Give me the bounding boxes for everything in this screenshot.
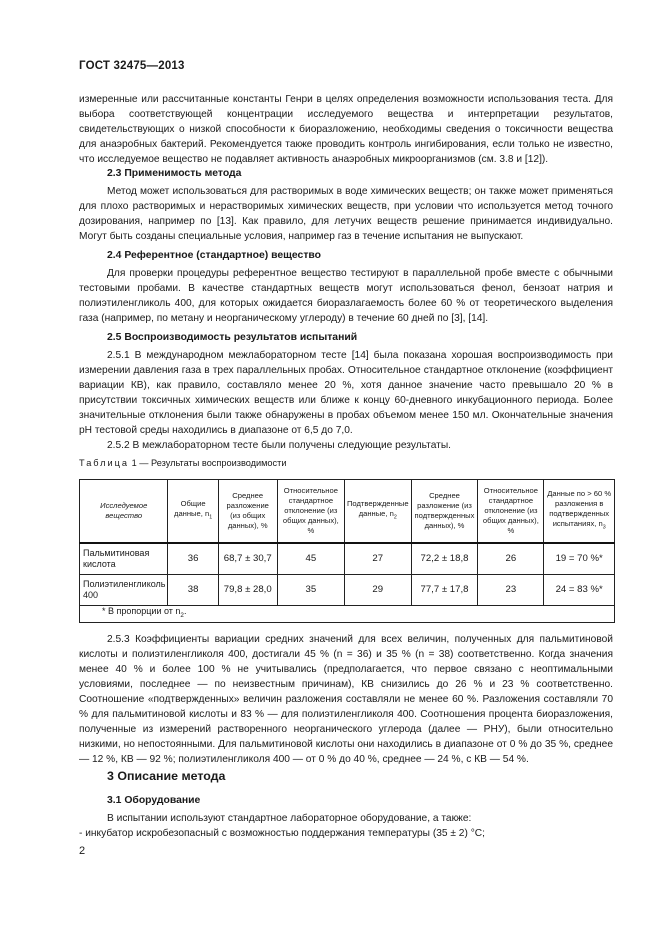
section-2-4-paragraph: Для проверки процедуры референтное вещество тестируют в параллельной пробе вместе с обычными тестовыми пробами. В качестве стандартных веществ могут использоваться фенол, бензоат натрия и полиэтиленгликоль 400, для которых ожидается биоразлагаемость более 60 % от теоретического выделения газа (например, по метану и неорганическому углероду) в течение 60 дней по [3], [14]. bbox=[79, 268, 613, 324]
table-cell: 72,2 ± 18,8 bbox=[411, 543, 478, 575]
section-2-3-paragraph: Метод может использоваться для растворимых в воде химических веществ; он также может применяться для плохо растворимых и нерастворимых химических веществ, при условии что используется метод точного дозирования, например по [13]. Как правило, для летучих веществ решение принимается индивидуально. Могут быть созданы специальные условия, например газ в течение испытания не выпускают. bbox=[79, 186, 613, 242]
table-header-cell: Относительное стандартное отклонение (из общих данных), % bbox=[478, 480, 544, 544]
table-cell: Полиэтиленгликоль 400 bbox=[80, 575, 168, 606]
table-header-cell: Относительное стандартное отклонение (из общих данных), % bbox=[277, 480, 344, 544]
section-3-1-text bbox=[79, 811, 613, 841]
table-cell: 79,8 ± 28,0 bbox=[218, 575, 277, 606]
section-2-4-text bbox=[79, 266, 613, 326]
section-2-5-2-paragraph: 2.5.2 В межлабораторном тесте были получены следующие результаты. bbox=[107, 440, 451, 451]
section-2-5-1-paragraph: 2.5.1 В международном межлабораторном тесте [14] была показана хорошая воспроизводимость при измерении давления газа в трех параллельных пробах. Относительное стандартное отклонение (коэффициент вариации КВ), как правило, составляло менее 20 %, хотя данное значение часто превышало 20 % в присутствии токсичных химических веществ или ближе к концу 60-дневного инкубационного периода. Более значительные отклонения были также обнаружены в пробах объемом менее 150 мл. Окончательные значения pH тестовой среды находились в диапазоне от 6,5 до 7,0. bbox=[79, 350, 613, 436]
section-2-5-3-paragraph: 2.5.3 Коэффициенты вариации средних значений для всех величин, полученных для пальмитиновой кислоты и полиэтиленгликоля 400, достигали 45 % (n = 36) и 35 % (n = 38) соответственно. Когда значения менее 40 % и более 100 % не учитывались (предполагается, что первое связано с неоптимальными условиями, последнее — по неизвестным причинам), КВ снизились до 26 % и 23 % соответственно. Соотношение «подтвержденных» величин разложения составляли не менее 60 %. Разложения составляли 70 % для пальмитиновой кислоты и 83 % — для полиэтиленгликоля 400. Соотношения процента биоразложения, полученные из измерений растворенного неорганического углерода (далее — РНУ), были относительно низкими, но непостоянными. Для пальмитиновой кислоты они находились в диапазоне от 0 % до 35 %, среднее — 12 %, КВ — 92 %; полиэтиленгликоля 400 — от 0 % до 40 %, среднее — 24 %, с КВ — 54 %. bbox=[79, 634, 613, 765]
table-cell: 29 bbox=[344, 575, 411, 606]
table-footnote-row bbox=[80, 606, 615, 623]
table-cell: Пальмитиновая кислота bbox=[80, 543, 168, 575]
table-header-cell: Исследуемое вещество bbox=[80, 480, 168, 544]
table-cell: 26 bbox=[478, 543, 544, 575]
table-header-cell: Среднее разложение (из общих данных), % bbox=[218, 480, 277, 544]
section-2-5-heading: 2.5 Воспроизводимость результатов испытаний bbox=[107, 332, 358, 343]
table-cell: 35 bbox=[277, 575, 344, 606]
table-footnote: * В пропорции от $n_2$. bbox=[80, 606, 615, 623]
section-3-1-heading: 3.1 Оборудование bbox=[107, 795, 201, 806]
section-3-heading: 3 Описание метода bbox=[107, 769, 226, 783]
section-2-3-heading: 2.3 Применимость метода bbox=[107, 168, 242, 179]
section-2-3-text bbox=[79, 184, 613, 244]
table-cell: 45 bbox=[277, 543, 344, 575]
page-number: 2 bbox=[79, 845, 86, 857]
table-header-cell: Среднее разложение (из подтвержденных данных), % bbox=[411, 480, 478, 544]
intro-text bbox=[79, 92, 613, 167]
table-header-cell: Подтвержденные данные, $n_2$ bbox=[344, 480, 411, 544]
table-caption bbox=[79, 458, 286, 468]
table-row bbox=[80, 543, 615, 575]
table-cell: 77,7 ± 17,8 bbox=[411, 575, 478, 606]
table-cell: 24 = 83 %* bbox=[544, 575, 615, 606]
table-cell: 38 bbox=[168, 575, 218, 606]
table-caption-word: Таблица bbox=[79, 458, 130, 468]
table-header-cell: Общие данные, $n_1$ bbox=[168, 480, 218, 544]
section-3-1-paragraph: В испытании используют стандартное лабораторное оборудование, а также: bbox=[107, 813, 472, 824]
section-2-5-text bbox=[79, 348, 613, 453]
document-header: ГОСТ 32475—2013 bbox=[79, 60, 185, 72]
table-header-cell: Данные по > 60 % разложения в подтвержденных испытаниях, $n_3$ bbox=[544, 480, 615, 544]
table-cell: 23 bbox=[478, 575, 544, 606]
results-table bbox=[79, 479, 615, 623]
section-2-5-3-text bbox=[79, 632, 613, 767]
table-cell: 19 = 70 %* bbox=[544, 543, 615, 575]
intro-paragraph: измеренные или рассчитанные константы Генри в целях определения возможности использования теста. Для выбора соответствующей концентрации исследуемого вещества и интерпретации результатов, свидетельствующих о низкой способности к биоразложению, необходимы сведения о токсичности вещества для анаэробных бактерий. Рекомендуется также проводить контроль ингибирования, если только не известно, что исследуемое вещество не подавляет активность анаэробных микроорганизмов (см. 3.8 и [12]). bbox=[79, 94, 613, 165]
table-cell: 68,7 ± 30,7 bbox=[218, 543, 277, 575]
table-caption-title: 1 — Результаты воспроизводимости bbox=[129, 458, 287, 468]
table-cell: 27 bbox=[344, 543, 411, 575]
table-row bbox=[80, 575, 615, 606]
section-3-1-list-item: - инкубатор искробезопасный с возможностью поддержания температуры (35 ± 2) °С; bbox=[79, 828, 485, 839]
section-2-4-heading: 2.4 Референтное (стандартное) вещество bbox=[107, 250, 322, 261]
table-header-row bbox=[80, 480, 615, 544]
table-cell: 36 bbox=[168, 543, 218, 575]
